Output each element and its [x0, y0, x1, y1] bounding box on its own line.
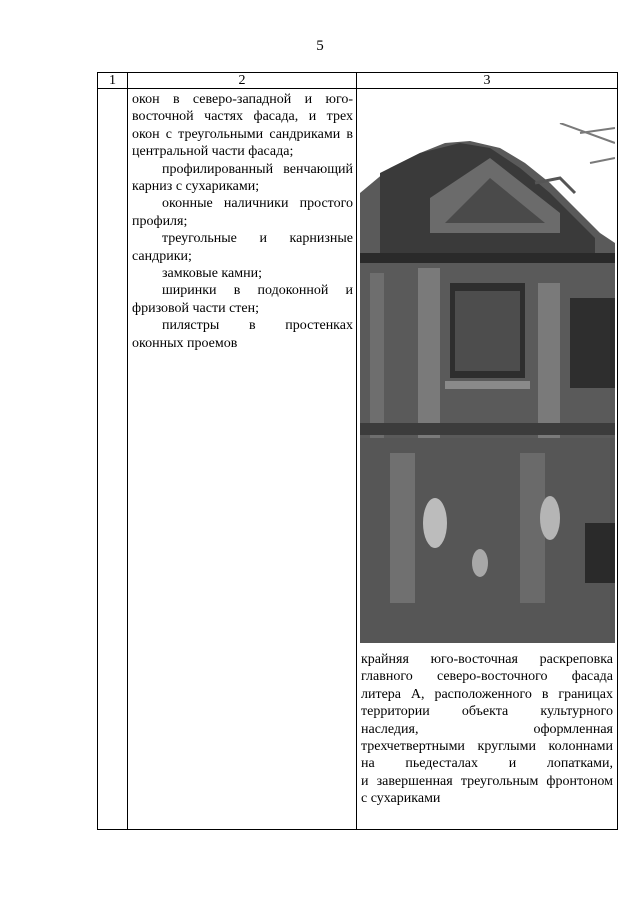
- table-header-row: [98, 73, 618, 89]
- building-facade-photo: [360, 123, 615, 643]
- monument-elements-table: [97, 72, 618, 830]
- caption-line: главного северо-восточного фасада: [361, 669, 613, 685]
- caption-line: на пьедесталах и лопатками,: [361, 756, 613, 772]
- caption-line: трехчетвертными круглыми колоннами: [361, 739, 613, 755]
- photo-wrapper: [357, 89, 617, 643]
- photo-cell: [357, 89, 618, 830]
- description-line: пилястры в простенках оконных проемов: [132, 318, 353, 351]
- description-line: окон в северо-западной и юго-восточной частях фасада, и трех окон с треугольными сандриками в центральной части фасада;: [132, 92, 353, 160]
- description-line: треугольные и карнизные сандрики;: [132, 231, 353, 264]
- row-number-cell: [98, 89, 128, 830]
- description-line: замковые камни;: [162, 266, 262, 282]
- header-col-3: 3: [357, 73, 618, 89]
- caption-line: территории объекта культурного: [361, 704, 613, 720]
- description-list: [128, 89, 356, 352]
- caption-line: наследия, оформленная: [361, 721, 613, 737]
- description-line: ширинки в подоконной и фризовой части стен;: [132, 283, 353, 316]
- caption-line: и завершенная треугольным фронтоном: [361, 773, 613, 789]
- caption-line: с сухариками: [361, 791, 441, 807]
- description-line: оконные наличники простого профиля;: [132, 196, 353, 229]
- header-col-2: 2: [128, 73, 357, 89]
- table-row: [98, 89, 618, 830]
- description-line: профилированный венчающий карниз с сухариками;: [132, 161, 353, 195]
- description-cell: [128, 89, 357, 830]
- caption-line: литера А, расположенного в границах: [361, 686, 613, 702]
- photo-caption: [357, 643, 617, 808]
- page-number: 5: [316, 38, 324, 54]
- caption-line: крайняя юго-восточная раскреповка: [361, 652, 613, 667]
- header-col-1: 1: [98, 73, 128, 89]
